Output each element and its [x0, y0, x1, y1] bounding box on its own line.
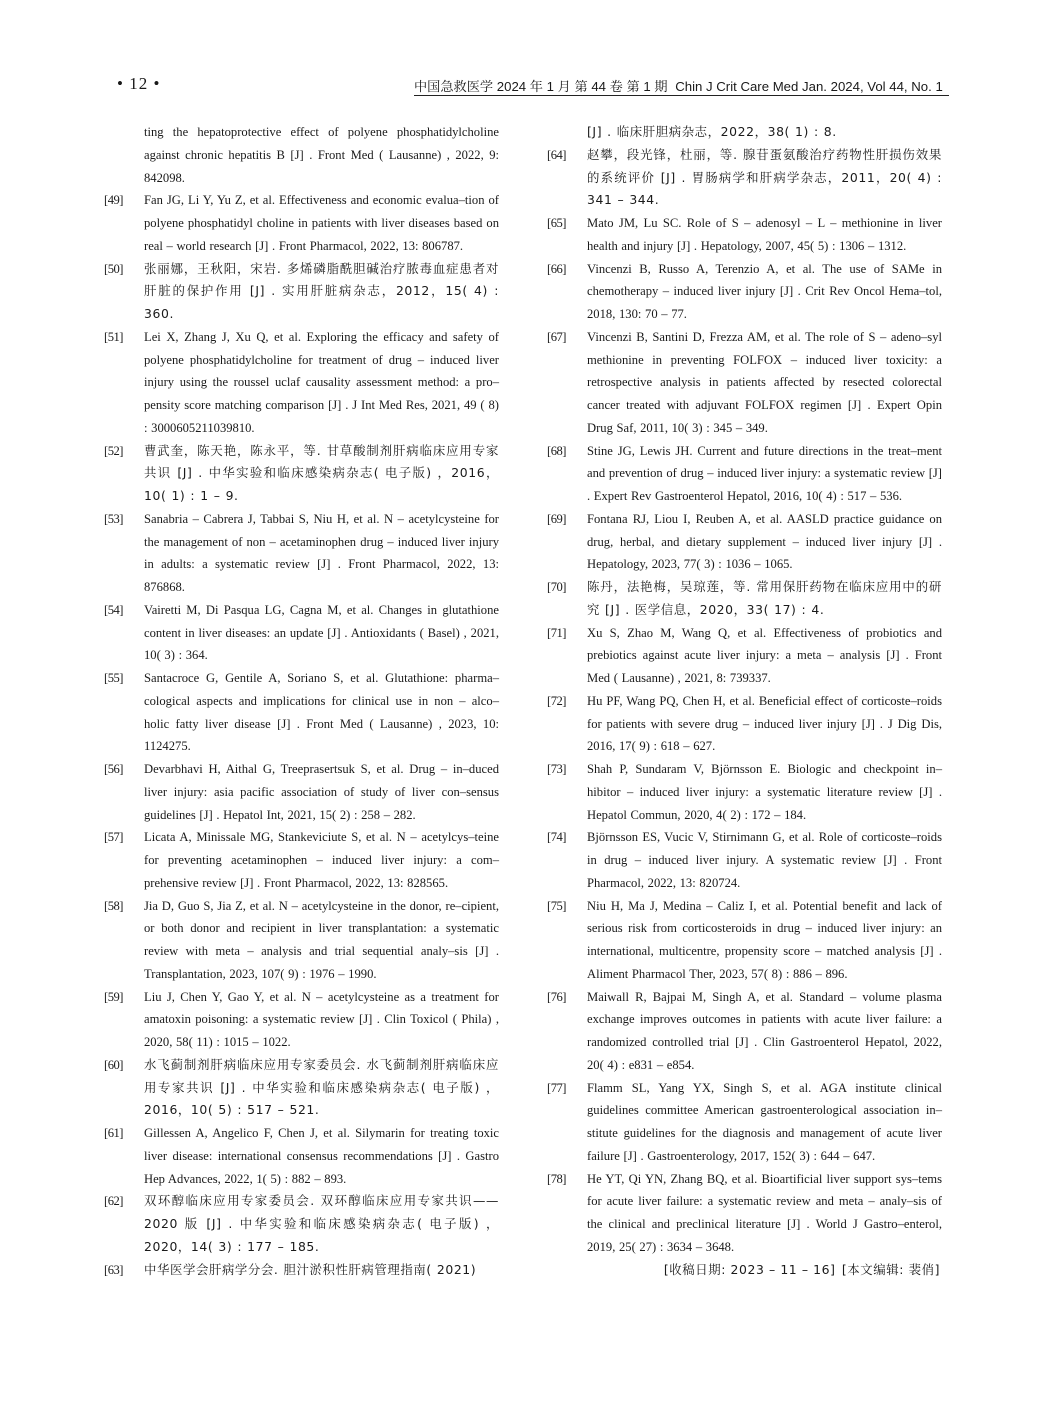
reference-item	[547, 508, 942, 576]
reference-text: Vincenzi B, Russo A, Terenzio A, et al. The use of SAMe in chemotherapy – induced liver injury [J] . Crit Rev Oncol Hema–tol, 2018, 130: 70 – 77.	[587, 261, 942, 321]
left-column	[104, 121, 499, 1281]
reference-number: [51]	[104, 329, 123, 344]
reference-number: [61]	[104, 1126, 123, 1140]
reference-item	[104, 440, 499, 508]
reference-number: [63]	[104, 1262, 123, 1277]
reference-number: [76]	[547, 989, 566, 1004]
reference-text: Stine JG, Lewis JH. Current and future directions in the treat–ment and prevention of drug – induced liver injury: a systematic review [J] . Expert Rev Gastroenterol Hepatol, 2016, 10( 4) : 517 – 536.	[587, 443, 942, 503]
reference-number: [55]	[104, 671, 123, 685]
reference-item	[104, 667, 499, 758]
reference-text: Fontana RJ, Liou I, Reuben A, et al. AASLD practice guidance on drug, herbal, and dietary supplement – induced liver injury [J] . Hepatology, 2023, 77( 3) : 1036 – 1065.	[587, 511, 942, 572]
reference-text: Hu PF, Wang PQ, Chen H, et al. Beneficial effect of corticoste–roids for patients with severe drug – induced liver injury [J] . J Dig Dis, 2016, 17( 9) : 618 – 627.	[587, 693, 942, 754]
reference-item	[547, 690, 942, 758]
reference-number: [78]	[547, 1171, 566, 1186]
reference-number: [73]	[547, 762, 566, 776]
reference-number: [74]	[547, 830, 566, 845]
reference-item	[104, 1122, 499, 1190]
reference-text: Fan JG, Li Y, Yu Z, et al. Effectiveness and economic evalua–tion of polyene phosphatidyl choline in patients with liver diseases based on real – world research [J] . Front Pharmacol, 2022, 13: 806787.	[144, 193, 499, 253]
journal-title-en: Chin J Crit Care Med Jan. 2024, Vol 44, No. 1	[675, 79, 943, 94]
reference-text: Niu H, Ma J, Medina – Caliz I, et al. Potential benefit and lack of serious risk from corticosteroids in drug – induced liver injury: an international, multicentre, propensity score – matched analysis [J] . Aliment Pharmacol Ther, 2023, 57( 8) : 886 – 896.	[587, 898, 942, 981]
reference-item	[547, 258, 942, 326]
running-head	[414, 79, 949, 96]
reference-number: [67]	[547, 329, 566, 344]
received-date: [收稿日期: 2023 – 11 – 16]	[663, 1261, 836, 1277]
reference-number: [72]	[547, 693, 566, 708]
reference-item	[547, 622, 942, 690]
reference-item	[104, 986, 499, 1054]
reference-item	[104, 508, 499, 599]
reference-text: 张丽娜，王秋阳，宋岩. 多烯磷脂酰胆碱治疗脓毒血症患者对肝脏的保护作用 [J] . 实用肝脏病杂志，2012，15( 4) : 360.	[144, 260, 499, 321]
reference-item	[547, 986, 942, 1077]
reference-text: Mato JM, Lu SC. Role of S – adenosyl – L – methionine in liver health and injury [J] . Hepatology, 2007, 45( 5) : 1306 – 1312.	[587, 216, 942, 253]
reference-item	[547, 826, 942, 894]
reference-number: [49]	[104, 193, 123, 208]
reference-number: [58]	[104, 898, 123, 913]
reference-text: ting the hepatoprotective effect of polyene phosphatidylcholine against chronic hepatitis B [J] . Front Med ( Lausanne) , 2022, 9: 842098.	[144, 125, 499, 185]
reference-number: [77]	[547, 1080, 566, 1095]
reference-text: Flamm SL, Yang YX, Singh S, et al. AGA institute clinical guidelines committee American gastroenterological association in–stitute guidelines for the diagnosis and management of acute liver failure [J] . Gastroenterology, 2017, 152( 3) : 644 – 647.	[587, 1080, 942, 1163]
reference-item	[104, 758, 499, 826]
reference-text: Sanabria – Cabrera J, Tabbai S, Niu H, et al. N – acetylcysteine for the management of non – acetaminophen drug – induced liver injury in adults: a systematic review [J] . Front Pharmacol, 2022, 13: 876868.	[144, 511, 499, 594]
reference-number: [62]	[104, 1194, 123, 1209]
reference-text: Vincenzi B, Santini D, Frezza AM, et al. The role of S – adeno–syl methionine in preventing FOLFOX – induced liver toxicity: a retrospective analysis in patients affected by resected colorectal cancer treated with adjuvant FOLFOX regimen [J] . Expert Opin Drug Saf, 2011, 10( 3) : 345 – 349.	[587, 329, 942, 435]
reference-item	[104, 258, 499, 326]
reference-text: Xu S, Zhao M, Wang Q, et al. Effectiveness of probiotics and prebiotics against acute liver injury: a meta – analysis [J] . Front Med ( Lausanne) , 2021, 8: 739337.	[587, 625, 942, 685]
reference-number: [57]	[104, 830, 123, 845]
reference-item	[547, 1077, 942, 1168]
reference-item	[104, 826, 499, 894]
reference-number: [66]	[547, 261, 566, 276]
reference-number: [65]	[547, 216, 566, 230]
reference-text: Devarbhavi H, Aithal G, Treeprasertsuk S, et al. Drug – in–duced liver injury: asia pacific association of study of liver con–sensus guidelines [J] . Hepatol Int, 2021, 15( 2) : 258 – 282.	[144, 762, 499, 822]
reference-item	[547, 758, 942, 826]
reference-text: Björnsson ES, Vucic V, Stirnimann G, et al. Role of corticoste–roids in drug – induced liver injury. A systematic review [J] . Front Pharmacol, 2022, 13: 820724.	[587, 830, 942, 890]
reference-text: 陈丹，法艳梅，吴琼莲，等. 常用保肝药物在临床应用中的研究 [J] . 医学信息，2020，33( 17) : 4.	[587, 579, 942, 617]
reference-item	[547, 144, 942, 212]
reference-text: 曹武奎，陈天艳，陈永平，等. 甘草酸制剂肝病临床应用专家共识 [J] . 中华实验和临床感染病杂志( 电子版) ，2016，10( 1) : 1 – 9.	[144, 442, 499, 503]
reference-text: Jia D, Guo S, Jia Z, et al. N – acetylcysteine in the donor, re–cipient, or both donor and recipient in liver transplantation: a systematic review with meta – analysis and trial sequential analy–sis [J] . Transplantation, 2023, 107( 9) : 1976 – 1990.	[144, 898, 499, 981]
reference-text: Lei X, Zhang J, Xu Q, et al. Exploring the efficacy and safety of polyene phosphatidylcholine for treatment of drug – induced liver injury using the roussel uclaf causality assessment method: a pro–pensity score matching comparison [J] . J Int Med Res, 2021, 49 ( 8) : 3000605211039810.	[144, 329, 499, 435]
reference-item	[547, 440, 942, 508]
reference-number: [53]	[104, 511, 123, 526]
reference-number: [60]	[104, 1057, 123, 1072]
reference-number: [75]	[547, 898, 566, 913]
reference-item	[104, 326, 499, 440]
reference-text: Santacroce G, Gentile A, Soriano S, et al. Glutathione: pharma–cological aspects and implications for clinical use in non – alco–holic fatty liver disease [J] . Front Med ( Lausanne) , 2023, 10: 1124275.	[144, 671, 499, 754]
reference-text: Shah P, Sundaram V, Björnsson E. Biologic and checkpoint in–hibitor – induced liver injury: a systematic literature review [J] . Hepatol Commun, 2020, 4( 2) : 172 – 184.	[587, 762, 942, 822]
reference-number: [54]	[104, 602, 123, 617]
reference-item	[104, 1259, 499, 1282]
reference-text: 水飞蓟制剂肝病临床应用专家委员会. 水飞蓟制剂肝病临床应用专家共识 [J] . 中华实验和临床感染病杂志( 电子版) ，2016，10( 5) : 517 – 521.	[144, 1056, 499, 1118]
reference-item	[104, 895, 499, 986]
reference-text: 赵攀，段光锋，杜丽，等. 腺苷蛋氨酸治疗药物性肝损伤效果的系统评价 [J] . 胃肠病学和肝病学杂志，2011，20( 4) : 341 – 344.	[587, 146, 942, 208]
reference-item	[547, 1168, 942, 1259]
reference-item	[104, 599, 499, 667]
reference-number: [64]	[547, 147, 566, 162]
reference-text: [J] . 临床肝胆病杂志，2022，38( 1) : 8.	[587, 124, 837, 139]
reference-number: [50]	[104, 261, 123, 276]
editor: [本文编辑: 裴俏]	[841, 1261, 940, 1277]
reference-text: Maiwall R, Bajpai M, Singh A, et al. Standard – volume plasma exchange improves outcomes in patients with acute liver failure: a randomized controlled trial [J] . Clin Gastroenterol Hepatol, 2022, 20( 4) : e831 – e854.	[587, 989, 942, 1072]
reference-number: [69]	[547, 511, 566, 526]
reference-text: He YT, Qi YN, Zhang BQ, et al. Bioartificial liver support sys–tems for acute liver failure: a systematic review and meta – analy–sis of the clinical and preclinical literature [J] . World J Gastro–enterol, 2019, 25( 27) : 3634 – 3648.	[587, 1171, 942, 1254]
reference-text: Liu J, Chen Y, Gao Y, et al. N – acetylcysteine as a treatment for amatoxin poisoning: a systematic review [J] . Clin Toxicol ( Phila) , 2020, 58( 11) : 1015 – 1022.	[144, 989, 499, 1049]
reference-item	[547, 212, 942, 258]
reference-number: [56]	[104, 762, 123, 776]
reference-number: [71]	[547, 625, 566, 640]
reference-item	[547, 326, 942, 440]
reference-continuation	[547, 121, 942, 144]
reference-text: Licata A, Minissale MG, Stankeviciute S, et al. N – acetylcys–teine for preventing acetaminophen – induced liver injury: a com–prehensive review [J] . Front Pharmacol, 2022, 13: 828565.	[144, 830, 499, 890]
journal-title-cn: 中国急救医学 2024 年 1 月 第 44 卷 第 1 期	[414, 79, 668, 94]
reference-text: Vairetti M, Di Pasqua LG, Cagna M, et al. Changes in glutathione content in liver diseases: an update [J] . Antioxidants ( Basel) , 2021, 10( 3) : 364.	[144, 602, 499, 663]
reference-text: 中华医学会肝病学分会. 胆汁淤积性肝病管理指南( 2021)	[144, 1261, 477, 1277]
reference-continuation	[104, 121, 499, 189]
received-date-and-editor	[547, 1259, 942, 1282]
page-number: • 12 •	[117, 74, 161, 93]
reference-item	[104, 1190, 499, 1258]
reference-item	[104, 189, 499, 257]
reference-item	[104, 1054, 499, 1122]
right-column	[547, 121, 942, 1281]
reference-text: 双环醇临床应用专家委员会. 双环醇临床应用专家共识——2020 版 [J] . 中华实验和临床感染病杂志( 电子版) ，2020，14( 3) : 177 – 185.	[144, 1193, 499, 1254]
reference-text: Gillessen A, Angelico F, Chen J, et al. Silymarin for treating toxic liver disease: international consensus recommendations [J] . Gastro Hep Advances, 2022, 1( 5) : 882 – 893.	[144, 1126, 499, 1186]
reference-item	[547, 576, 942, 622]
reference-number: [68]	[547, 443, 566, 458]
reference-item	[547, 895, 942, 986]
reference-number: [52]	[104, 443, 123, 458]
reference-number: [70]	[547, 580, 566, 594]
reference-number: [59]	[104, 989, 123, 1004]
